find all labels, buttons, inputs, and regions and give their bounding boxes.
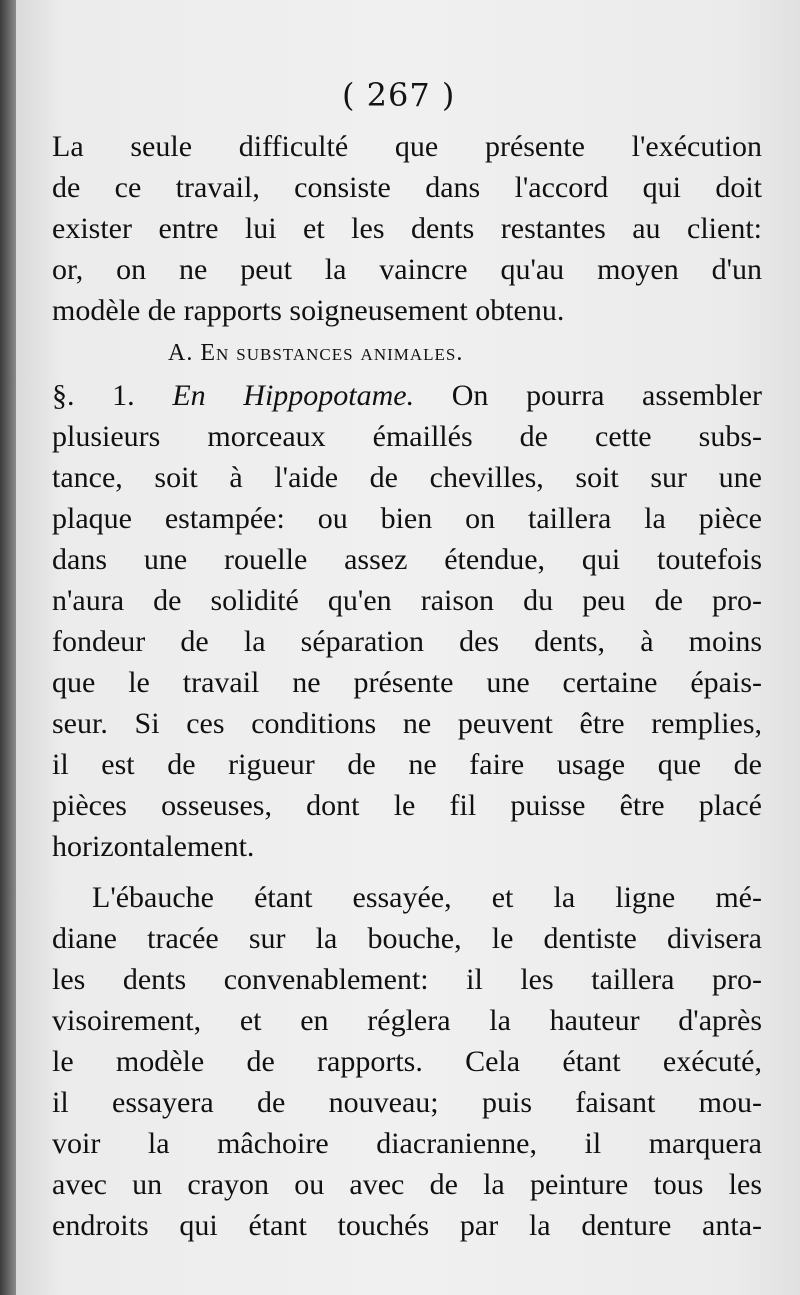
text-line: que le travail ne présente une certaine épais- — [52, 666, 762, 699]
section-heading-text: En substances animales. — [200, 340, 464, 366]
paragraph-spacer — [52, 867, 762, 877]
paragraph-2 — [52, 375, 762, 867]
book-page — [16, 0, 800, 1295]
paragraph-1 — [52, 126, 762, 331]
text-line: L'ébauche étant essayée, et la ligne mé- — [92, 881, 762, 914]
page-text — [52, 126, 762, 1246]
text-line: La seule difficulté que présente l'exécution — [52, 130, 762, 163]
text-line: diane tracée sur la bouche, le dentiste divisera — [52, 922, 762, 955]
text-line: il est de rigueur de ne faire usage que de — [52, 748, 762, 781]
section-title: En Hippopotame. — [172, 379, 415, 412]
page-edge-shadow — [0, 0, 16, 1295]
section-mark: §. 1. — [52, 379, 135, 412]
text-line: tance, soit à l'aide de chevilles, soit sur une — [52, 461, 762, 494]
text-line: visoirement, et en réglera la hauteur d'après — [52, 1004, 762, 1037]
text-line: dans une rouelle assez étendue, qui toutefois — [52, 543, 762, 576]
text-line: horizontalement. — [52, 830, 255, 863]
text-line: de ce travail, consiste dans l'accord qui doit — [52, 171, 762, 204]
text-line: seur. Si ces conditions ne peuvent être remplies, — [52, 707, 762, 740]
text-line: modèle de rapports soigneusement obtenu. — [52, 294, 565, 327]
section-heading — [52, 331, 762, 375]
text-line: avec un crayon ou avec de la peinture tous les — [52, 1168, 762, 1201]
page-number: ( 267 ) — [342, 76, 456, 114]
text-line: pièces osseuses, dont le fil puisse être placé — [52, 789, 762, 822]
section-heading-letter: A. — [168, 340, 194, 366]
text-line: les dents convenablement: il les taillera pro- — [52, 963, 762, 996]
text-line-first — [52, 375, 762, 416]
text-line: fondeur de la séparation des dents, à moins — [52, 625, 762, 658]
first-line-rest: On pourra assembler — [451, 379, 762, 412]
text-line: or, on ne peut la vaincre qu'au moyen d'un — [52, 253, 762, 286]
text-line: voir la mâchoire diacranienne, il marquera — [52, 1127, 762, 1160]
text-line: exister entre lui et les dents restantes au client: — [52, 212, 762, 245]
text-line: n'aura de solidité qu'en raison du peu de pro- — [52, 584, 762, 617]
text-line: endroits qui étant touchés par la denture anta- — [52, 1209, 762, 1242]
text-line: le modèle de rapports. Cela étant exécuté, — [52, 1045, 762, 1078]
text-line: plusieurs morceaux émaillés de cette subs- — [52, 420, 762, 453]
text-line: plaque estampée: ou bien on taillera la pièce — [52, 502, 762, 535]
paragraph-3 — [52, 877, 762, 1246]
text-line: il essayera de nouveau; puis faisant mou- — [52, 1086, 762, 1119]
